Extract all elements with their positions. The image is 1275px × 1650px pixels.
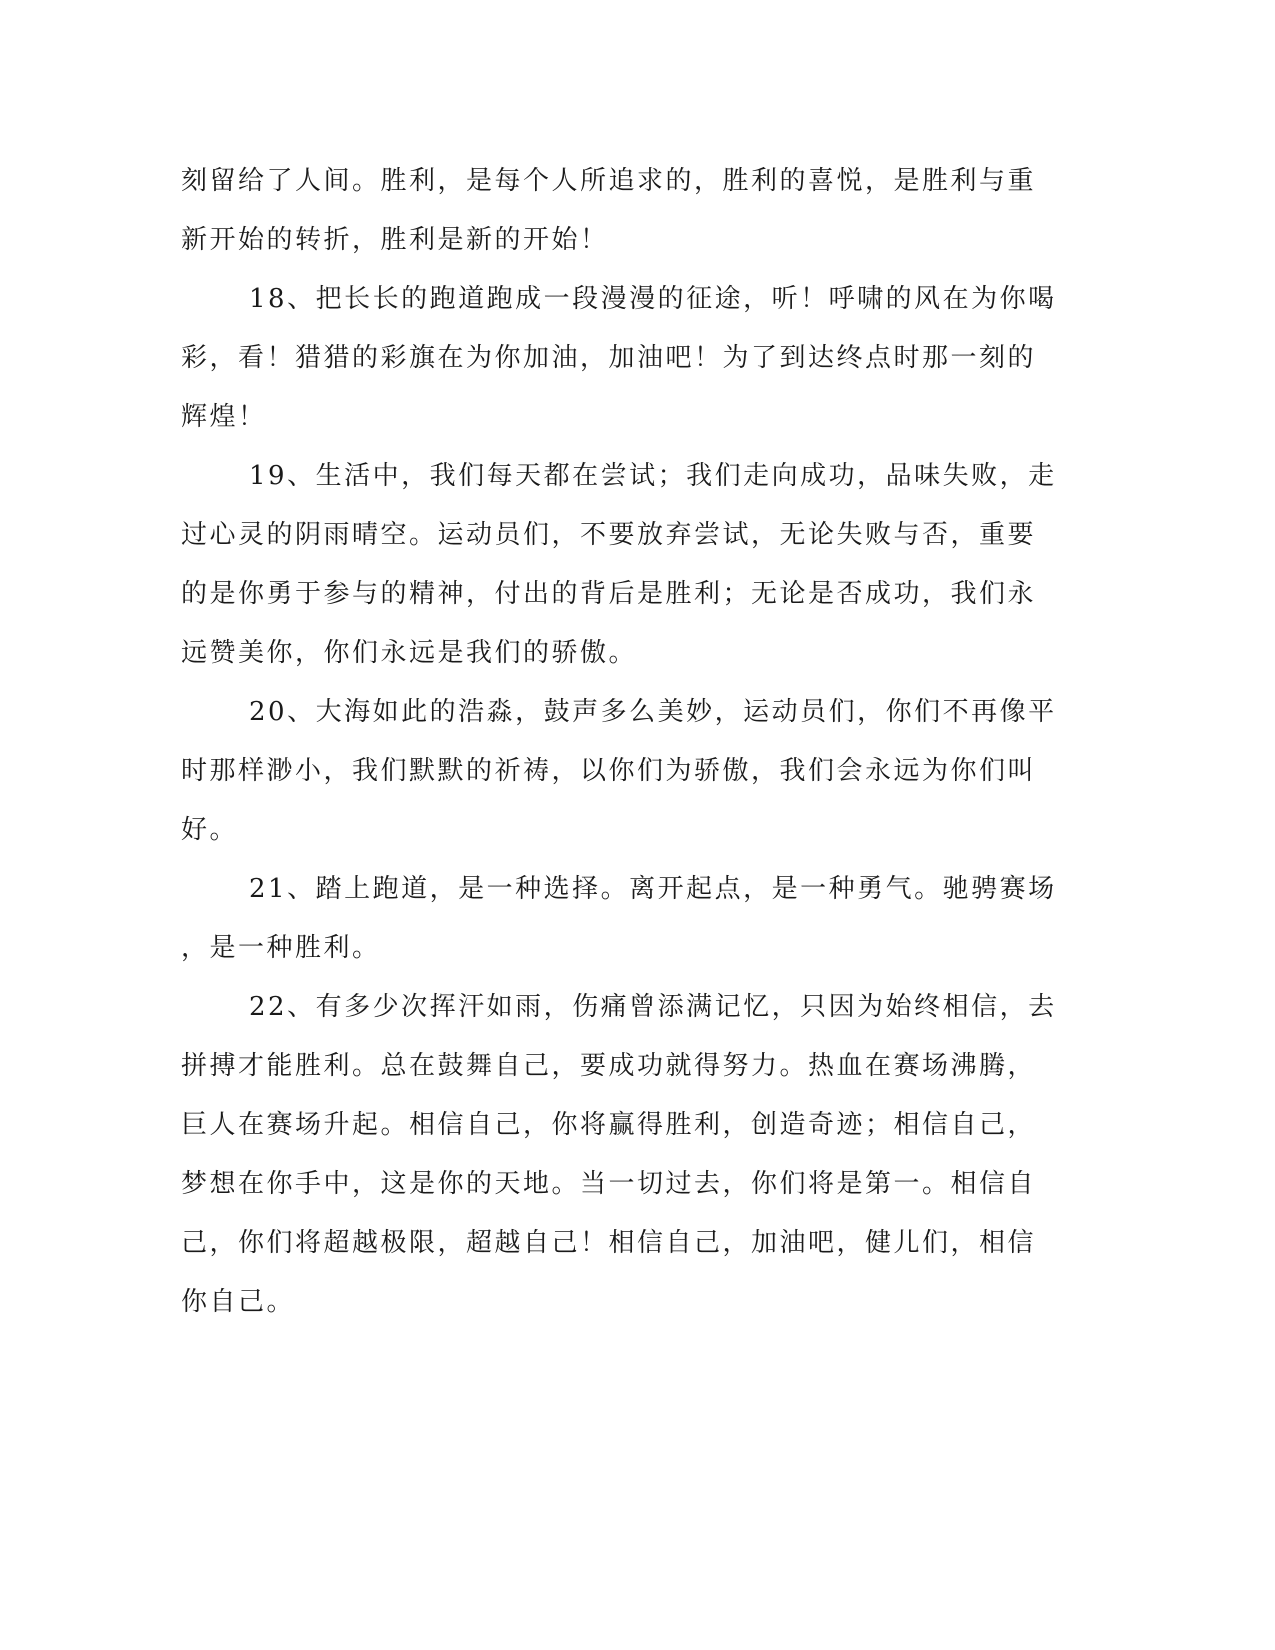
paragraph-18-start: 18、把长长的跑道跑成一段漫漫的征途，听！呼啸的风在为你喝: [249, 284, 1057, 314]
text-line: 梦想在你手中，这是你的天地。当一切过去，你们将是第一。相信自: [181, 1169, 1037, 1199]
text-line: 的是你勇于参与的精神，付出的背后是胜利；无论是否成功，我们永: [181, 579, 1037, 609]
text-line: 时那样渺小，我们默默的祈祷，以你们为骄傲，我们会永远为你们叫: [181, 756, 1037, 786]
text-line: 刻留给了人间。胜利，是每个人所追求的，胜利的喜悦，是胜利与重: [181, 166, 1037, 196]
text-line: 新开始的转折，胜利是新的开始！: [181, 225, 609, 255]
text-line: 过心灵的阴雨晴空。运动员们，不要放弃尝试，无论失败与否，重要: [181, 520, 1037, 550]
text-line: 彩，看！猎猎的彩旗在为你加油，加油吧！为了到达终点时那一刻的: [181, 343, 1037, 373]
text-line: 巨人在赛场升起。相信自己，你将赢得胜利，创造奇迹；相信自己，: [181, 1110, 1037, 1140]
text-line: 远赞美你，你们永远是我们的骄傲。: [181, 638, 638, 668]
document-body: [181, 152, 1057, 1332]
text-line: 拼搏才能胜利。总在鼓舞自己，要成功就得努力。热血在赛场沸腾，: [181, 1051, 1037, 1081]
text-line: 己，你们将超越极限，超越自己！相信自己，加油吧，健儿们，相信: [181, 1228, 1037, 1258]
paragraph-19-start: 19、生活中，我们每天都在尝试；我们走向成功，品味失败，走: [249, 461, 1057, 491]
text-line: 辉煌！: [181, 402, 267, 432]
text-line: 好。: [181, 815, 239, 845]
text-line: ，是一种胜利。: [181, 933, 381, 963]
text-line: 你自己。: [181, 1287, 296, 1317]
paragraph-21-start: 21、踏上跑道，是一种选择。离开起点，是一种勇气。驰骋赛场: [249, 874, 1057, 904]
paragraph-20-start: 20、大海如此的浩淼，鼓声多么美妙，运动员们，你们不再像平: [249, 697, 1057, 727]
paragraph-22-start: 22、有多少次挥汗如雨，伤痛曾添满记忆，只因为始终相信，去: [249, 992, 1057, 1022]
